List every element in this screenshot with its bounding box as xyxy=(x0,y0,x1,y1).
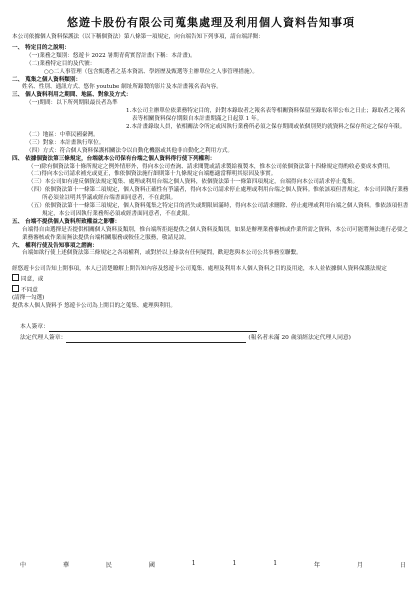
guardian-note: (報名者未滿 20 歲須經法定代理人同意) xyxy=(248,334,351,341)
section-4-item-5: （五）依個資法第十一條第三項規定，個人資料蒐集之特定目的消失或期限屆滿時，得向本公司請求刪除、停止處理或利用台端之個人資料。惟依該項但書規定，本公司因執行業務所必須或經書面同意者，不在此限。 xyxy=(28,203,409,217)
guardian-signature-row xyxy=(20,334,410,343)
agree-option[interactable] xyxy=(12,274,410,284)
section-6-heading: 六、 權利行使及告知事項之諮詢： xyxy=(12,242,98,249)
section-3-period-2: 2.本計畫錄取人員，依相關法令所定或因執行業務所必須之保存期間或依個別契約就資料之保存所定之保存年限。 xyxy=(126,123,406,130)
agree-checkbox[interactable] xyxy=(12,274,19,281)
disagree-label: 不同意 xyxy=(21,287,38,294)
section-4-item-1: （一)除有個資法第十條所規定之例外情形外，得向本公司查詢、請求閱覽或請求製給複製本，惟本公司依個資法第十四條規定得酌收必要成本費用。 xyxy=(28,163,394,170)
section-3-method: （四）方式：符合個人資料保護相關法令以自動化機器或其他非自動化之利用方式。 xyxy=(26,147,233,154)
choose-note: (請擇一勾選) xyxy=(12,295,45,302)
section-1-heading: 一、 特定目的之說明： xyxy=(12,44,70,51)
consent-statement: 經悠遊卡公司告知上開事項，本人已清楚瞭解上開告知內容及悠遊卡公司蒐集、處理及利用本人個人資料之目的及用途，本人並依據個人資料保護法規定 xyxy=(12,266,387,273)
date-row xyxy=(20,560,406,569)
date-year-digit-2: 1 xyxy=(232,560,237,567)
section-3-period: （一)期間：以下所列期限最長者為準 xyxy=(26,100,118,107)
intro-paragraph: 本公司依據個人資料保護法（以下稱個資法）第八條第一項規定，向台端告知下列事項，請台端詳閱： xyxy=(12,34,264,40)
disagree-checkbox[interactable] xyxy=(12,285,19,292)
section-1-item-2a: ○○二人事管理（包含甄選者之基本資訊、學經歷及甄選等主辦單位之人事管理措施）。 xyxy=(44,68,258,75)
section-3-target: （三）對象：本計畫執行單位。 xyxy=(26,139,105,146)
guardian-signature-field[interactable] xyxy=(66,336,246,343)
section-1-item-2: （二)業務特定目的及代號： xyxy=(26,60,96,67)
date-char-1: 中 xyxy=(20,562,27,569)
date-year-label: 年 xyxy=(314,562,321,569)
section-4-item-3: （三）本公司如有違反個資法規定蒐集、處理或利用台端之個人資料，依個資法第十一條第四項規定，台端得向本公司請求停止蒐集。 xyxy=(28,179,359,186)
section-3-heading: 三、 個人資料利用之期間、地區、對象及方式： xyxy=(12,92,132,99)
consent-provision: 提供本人個人資料予 悠遊卡公司為上開目的之蒐集、處理與利用。 xyxy=(12,303,176,309)
section-5-body: 台端得自由選擇是否提供相關個人資料及類別，惟台端所拒絕提供之個人資料及類別，如果是辦理業務審核或作業所需之資料，本公司可能將無法進行必要之業務審核或作業而無法提供台端相關服務或較佳之服務，敬請見諒。 xyxy=(22,226,408,241)
section-4-item-2: （二)得向本公司請求補充或更正，惟依個資法施行細則第十九條規定台端應適當釋明其原因及事實。 xyxy=(28,171,277,178)
agree-label: 同意，或 xyxy=(21,276,44,283)
self-signature-row xyxy=(20,323,410,332)
date-year-digit-3: 1 xyxy=(273,560,278,567)
date-char-2: 華 xyxy=(62,562,69,569)
section-4-heading: 四、 依據個資法第三條規定，台端就本公司保有台端之個人資料得行使下列權利： xyxy=(12,155,216,162)
date-year-digit-1: 1 xyxy=(191,560,196,567)
section-2-heading: 二、 蒐集之個人資料類別： xyxy=(12,76,82,83)
section-4-item-4: （四）依個資法第十一條第二項規定，個人資料正確性有爭議者，得向本公司請求停止處理或利用台端之個人資料。惟依該項但書規定，本公司因執行業務所必須並註明其爭議或經台端書面同意者，不在此限。 xyxy=(28,187,409,202)
date-day-label: 日 xyxy=(399,562,406,569)
section-2-body: 姓名、性別、通訊方式、悠你 youtube 網址所錄製的影片及本計畫報名表內容。 xyxy=(22,84,222,91)
disagree-option[interactable] xyxy=(12,285,410,295)
section-3-period-1: 1.本公司主辦單位依業務特定目的，針對本錄取者之報名表等相關資料保留至錄取名單公布之日止；錄取者之報名表等相關資料保存期限自本計畫期滿之日起算 1 年。 xyxy=(126,108,406,123)
section-3-region: （二）地區：中華民國臺灣。 xyxy=(26,131,99,138)
guardian-signature-label: 法定代理人簽章： xyxy=(20,334,67,341)
section-1-item-1: （一)業務之類別：悠遊卡 2022 暑期青荷實習計畫(下稱：本計畫)。 xyxy=(26,52,196,59)
date-month-label: 月 xyxy=(356,562,363,569)
date-char-4: 國 xyxy=(148,562,155,569)
self-signature-field[interactable] xyxy=(49,325,257,332)
section-6-body: 台端如欲行使上述個資法第三條規定之各項權利，或對於以上條款有任何疑問，歡迎您與本公司公共事務室聯繫。 xyxy=(22,250,302,257)
date-char-3: 民 xyxy=(105,562,112,569)
section-5-heading: 五、 台端不提供個人資料所致權益之影響： xyxy=(12,218,121,225)
document-title: 悠遊卡股份有限公司蒐集處理及利用個人資料告知事項 xyxy=(67,16,355,29)
self-signature-label: 本人簽章： xyxy=(20,323,49,330)
